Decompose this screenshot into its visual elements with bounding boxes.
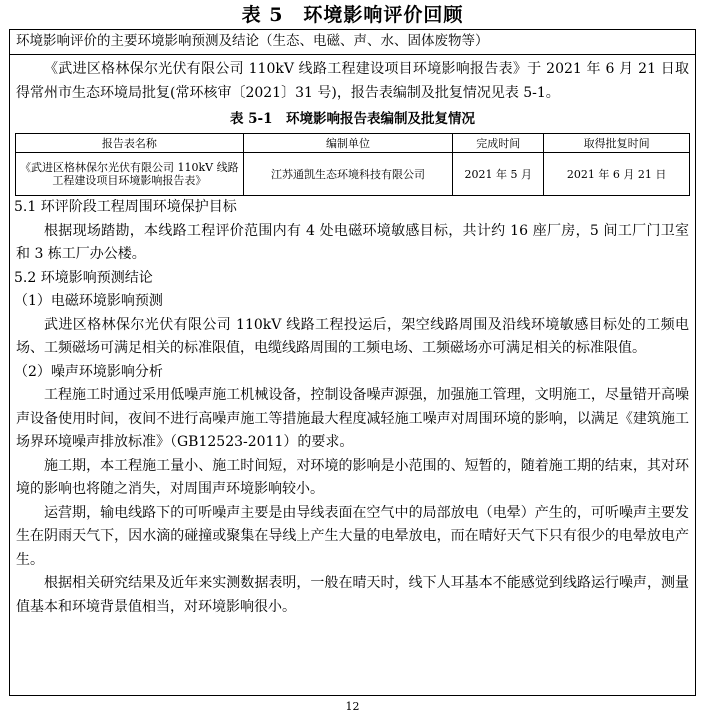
noise-paragraph-measurement-results: 根据相关研究结果及近年来实测数据表明，一般在晴天时，线下人耳基本不能感觉到线路运行噪声，测量值基本和环境背景值相当，对环境影响很小。 <box>16 575 689 615</box>
table-row <box>16 153 690 196</box>
section-5-1-heading: 5.1 环评阶段工程周围环境保护目标 <box>14 199 237 215</box>
page-number: 12 <box>345 700 360 713</box>
frame-heading: 环境影响评价的主要环境影响预测及结论（生态、电磁、声、水、固体废物等） <box>10 30 695 55</box>
subsection-electromagnetic-heading: （1）电磁环境影响预测 <box>14 293 163 309</box>
section-5-2-heading: 5.2 环境影响预测结论 <box>14 269 153 286</box>
report-table <box>15 133 690 196</box>
table-header-row <box>16 134 690 153</box>
cell-approval-time: 2021 年 6 月 21 日 <box>544 153 690 196</box>
table-caption: 表 5-1 环境影响报告表编制及批复情况 <box>229 111 476 127</box>
electromagnetic-paragraph: 武进区格林保尔光伏有限公司 110kV 线路工程投运后，架空线路周围及沿线环境敏感目标处的工频电场、工频磁场可满足相关的标准限值，电缆线路周围的工频电场、工频磁场亦可满足相关的标准限值。 <box>16 316 689 356</box>
noise-paragraph-construction-measures: 工程施工时通过采用低噪声施工机械设备，控制设备噪声源强，加强施工管理，文明施工，尽量错开高噪声设备使用时间，夜间不进行高噪声施工等措施最大程度减轻施工噪声对周围环境的影响，以满足《建筑施工场界环境噪声排放标准》（GB12523-2011）的要求。 <box>16 387 689 450</box>
header-compiler: 编制单位 <box>243 134 453 153</box>
header-completion-time: 完成时间 <box>453 134 544 153</box>
cell-completion-time: 2021 年 5 月 <box>453 153 544 196</box>
page-title: 表 5 环境影响评价回顾 <box>241 4 464 26</box>
intro-paragraph: 《武进区格林保尔光伏有限公司 110kV 线路工程建设项目环境影响报告表》于 2021 年 6 月 21 日取得常州市生态环境局批复(常环核审〔2021〕31 号)，报告表编制及批复情况见表 5-1。 <box>16 61 689 101</box>
frame-content <box>10 55 695 695</box>
section-5-1-paragraph: 根据现场踏勘，本线路工程评价范围内有 4 处电磁环境敏感目标，共计约 16 座厂房，5 间工厂门卫室和 3 栋工厂办公楼。 <box>16 222 689 262</box>
review-frame <box>9 29 696 696</box>
cell-report-name: 《武进区格林保尔光伏有限公司 110kV 线路工程建设项目环境影响报告表》 <box>16 153 244 196</box>
header-approval-time: 取得批复时间 <box>544 134 690 153</box>
subsection-noise-heading: （2）噪声环境影响分析 <box>14 363 163 380</box>
noise-paragraph-construction-period: 施工期，本工程施工量小、施工时间短，对环境的影响是小范围的、短暂的，随着施工期的结束，其对环境的影响也将随之消失，对周围声环境影响较小。 <box>16 457 689 497</box>
noise-paragraph-operation-period: 运营期，输电线路下的可听噪声主要是由导线表面在空气中的局部放电（电晕）产生的，可听噪声主要发生在阴雨天气下，因水滴的碰撞或聚集在导线上产生大量的电晕放电，而在晴好天气下只有很少的电晕放电产生。 <box>16 504 689 568</box>
cell-compiler: 江苏通凯生态环境科技有限公司 <box>243 153 453 196</box>
header-report-name: 报告表名称 <box>16 134 244 153</box>
